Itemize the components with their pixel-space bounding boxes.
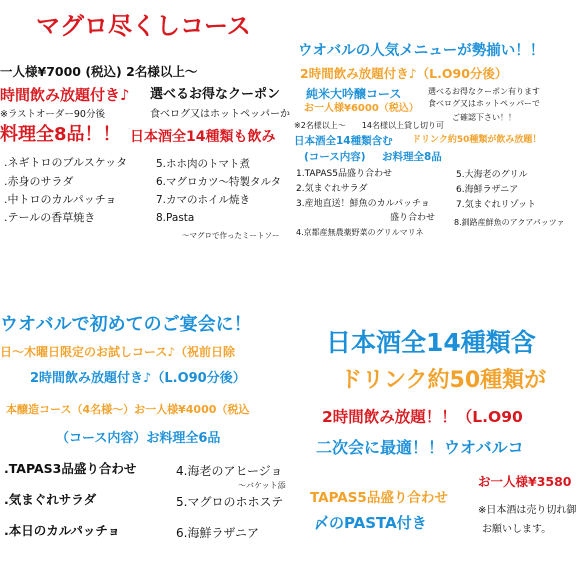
- drink-heading: ドリンク約50種類が: [340, 368, 547, 393]
- panel-second-party: [292, 292, 584, 584]
- panel-title: 日本酒全14種類含: [326, 328, 536, 357]
- coupon-note: 食べログ又はホットペッパーで: [428, 99, 540, 108]
- menu-item: 5.大海老のグリル: [456, 170, 528, 180]
- coupon-note: 選べるお得なクーポン有ります: [428, 87, 540, 96]
- party-heading: 二次会に最適！！ウオバルコ: [316, 438, 524, 457]
- menu-note: 〜マグロで作ったミートソー: [182, 231, 280, 240]
- course-price: 一人様¥7000 (税込) 2名様以上〜: [0, 64, 198, 79]
- menu-item: .TAPAS3品盛り合わせ: [4, 461, 137, 476]
- drink-plan: 2時間飲み放題付き♪（L.O90分後）: [300, 66, 508, 81]
- dishes-heading: 料理全8品！！: [0, 124, 121, 145]
- menu-item: 3.産地直送！鮮魚のカルパッチョ: [296, 199, 430, 209]
- menu-item: 7.カマのホイル焼き: [156, 194, 251, 206]
- dishes-heading: お料理全8品: [382, 151, 442, 163]
- course-price: お一人様¥3580: [478, 474, 572, 489]
- menu-item: .ネギトロのブルスケッタ: [4, 156, 128, 169]
- panel-maguro-course: [0, 0, 292, 262]
- coupon-note: ご確認下さい！！: [452, 113, 516, 122]
- menu-item: 5.ホホ肉のトマト煮: [156, 158, 251, 170]
- tapas-line: TAPAS5品盛り合わせ: [310, 490, 448, 506]
- last-order-note: ※ラストオーダー90分後: [0, 109, 105, 120]
- panel-title: ウオバルの人気メニューが勢揃い！！: [298, 43, 545, 59]
- menu-item: .中トロのカルパッチョ: [4, 193, 117, 206]
- drink-plan: 2時間飲み放題付き♪（L.O90分後）: [30, 371, 246, 386]
- menu-item: 6.海鮮ラザニア: [456, 185, 519, 195]
- panel-popular-menu: [292, 0, 584, 262]
- menu-item: 盛り合わせ: [390, 213, 436, 223]
- pasta-line: 〆のPASTA付き: [314, 514, 427, 532]
- course-price: 本醸造コース（4名様〜）お一人様¥4000（税込: [6, 403, 250, 416]
- panel-title: ウオバルで初めてのご宴会に！: [0, 314, 252, 335]
- menu-item: 1.TAPAS5品盛り合わせ: [296, 169, 392, 179]
- menu-item: .気まぐれサラダ: [4, 492, 97, 507]
- sake-note: ※日本酒は売り切れ御: [478, 505, 577, 516]
- menu-item: 5.マグロのホホステ: [176, 495, 284, 509]
- menu-item: 7.気まぐれリゾット: [456, 200, 537, 210]
- sake-heading: 日本酒全14種類含む: [294, 135, 393, 147]
- sake-note: お願いします。: [482, 524, 552, 535]
- panel-title: マグロ尽くしコース: [36, 12, 251, 40]
- course-content: （コース内容）お料理全6品: [56, 431, 221, 446]
- menu-note: 〜バケット添: [238, 481, 286, 490]
- sake-heading: 日本酒全14種類も飲み: [130, 129, 276, 145]
- course-price: お一人様¥6000（税込）: [304, 103, 419, 114]
- menu-item: 6.マグロカツ〜特製タルタ: [156, 176, 282, 188]
- menu-item: 2.気まぐれサラダ: [296, 184, 368, 194]
- drink-plan: 2時間飲み放題！！（L.O90: [322, 408, 523, 426]
- menu-item: 6.海鮮ラザニア: [176, 526, 259, 540]
- drink-heading: ドリンク約50種類が飲み放題！: [412, 135, 542, 145]
- menu-item: 8.釧路産鮮魚のアクアパッツァ: [454, 218, 565, 227]
- menu-item: .本日のカルパッチョ: [4, 523, 120, 538]
- tabelog-note: 食べログ又はホットペッパーか: [150, 109, 290, 120]
- course-content: (コース内容): [304, 151, 366, 163]
- menu-item: .赤身のサラダ: [4, 175, 74, 188]
- condition-note: ※2名様以上〜 14名様以上貸し切り可: [294, 121, 444, 130]
- coupon-text: 選べるお得なクーポン: [150, 87, 281, 102]
- course-name: 純米大吟醸コース: [306, 87, 402, 101]
- menu-item: 4.京都産無農薬野菜のグリルマリネ: [296, 228, 424, 237]
- menu-item: 8.Pasta: [156, 212, 195, 224]
- days-note: 日〜木曜日限定のお試しコース♪（祝前日除: [0, 345, 236, 359]
- menu-item: .テールの香草焼き: [4, 211, 96, 224]
- drink-plan: 時間飲み放題付き♪: [0, 86, 130, 104]
- panel-trial-course: [0, 292, 292, 584]
- menu-item: 4.海老のアヒージョ: [176, 464, 283, 478]
